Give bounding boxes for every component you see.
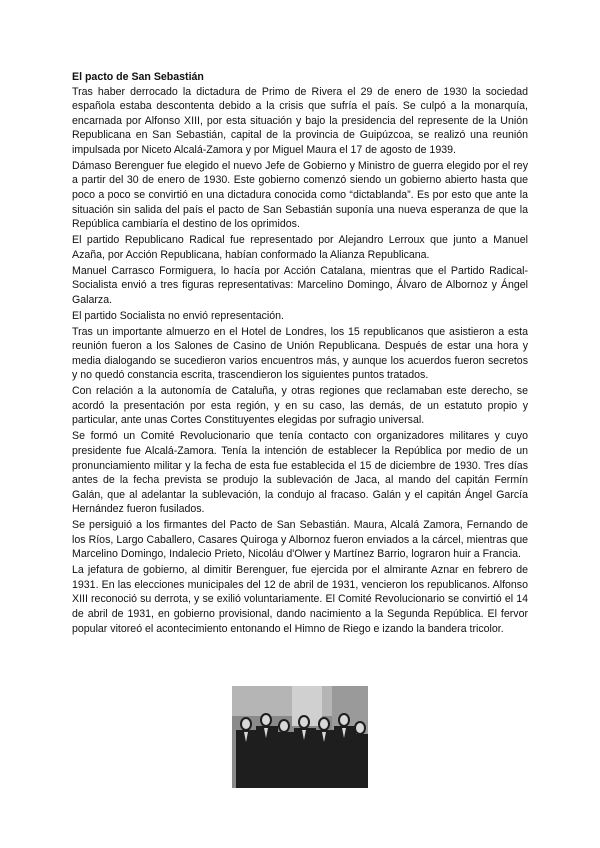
document-body <box>72 70 528 638</box>
paragraph-3: El partido Republicano Radical fue representado por Alejandro Lerroux que junto a Manuel Azaña, por Acción Republicana, habían conformado la Alianza Republicana. <box>72 234 528 261</box>
paragraph-5: El partido Socialista no envió representación. <box>72 309 284 322</box>
paragraph-8: Se formó un Comité Revolucionario que tenía contacto con organizadores militares y cuyo presidente fue Alcalá-Zamora. Tenía la intención de establecer la República por medio de un pronunciamiento militar y la fecha de esta fue establecida el 15 de diciembre de 1930. Tres días antes de la fecha prevista se produjo la sublevación de Jaca, al mando del capitán Fermín Galán, que al adelantar la sublevación, la condujo al fracaso. Galán y el capitán Ángel García Hernández fueron fusilados. <box>72 430 528 516</box>
paragraph-2: Dámaso Berenguer fue elegido el nuevo Jefe de Gobierno y Ministro de guerra elegido por el rey a partir del 30 de enero de 1930. Este gobierno comenzó siendo un gobierno abierto hasta que poco a poco se convirtió en una dictadura conocida como “dictablanda”. Es por esto que ante la situación sin salida del país el pacto de San Sebastián suponía una nueva esperanza de que la República cambiaría el destino de los oprimidos. <box>72 159 528 231</box>
historical-photo <box>232 686 368 788</box>
paragraph-4: Manuel Carrasco Formiguera, lo hacía por Acción Catalana, mientras que el Partido Radical-Socialista envió a tres figuras representativas: Marcelino Domingo, Álvaro de Albornoz y Ángel Galarza. <box>72 264 528 306</box>
paragraph-9: Se persiguió a los firmantes del Pacto de San Sebastián. Maura, Alcalá Zamora, Fernando de los Ríos, Largo Caballero, Casares Quiroga y Albornoz fueron enviados a la cárcel, mientras que Marcelino Domingo, Indalecio Prieto, Nicoláu d'Olwer y Martínez Barrio, lograron huir a Francia. <box>72 519 528 561</box>
paragraph-10: La jefatura de gobierno, al dimitir Berenguer, fue ejercida por el almirante Aznar en febrero de 1931. En las elecciones municipales del 12 de abril de 1931, vencieron los republicanos. Alfonso XIII reconoció su derrota, y se exilió voluntariamente. El Comité Revolucionario se convirtió el 14 de abril de 1931, en gobierno provisional, dando nacimiento a la Segunda República. El fervor popular vitoreó el acontecimiento entonando el Himno de Riego e izando la bandera tricolor. <box>72 564 528 635</box>
paragraph-1: Tras haber derrocado la dictadura de Primo de Rivera el 29 de enero de 1930 la sociedad española estaba descontenta debido a la crisis que sufría el país. Se culpó a la monarquía, encarnada por Alfonso XIII, por esta situación y bajo la presidencia del represente de la Unión Republicana en San Sebastián, capital de la provincia de Guipúzcoa, se realizó una reunión impulsada por Niceto Alcalá-Zamora y por Miguel Maura el 17 de agosto de 1939. <box>72 85 528 156</box>
document-title: El pacto de San Sebastián <box>72 71 204 83</box>
paragraph-7: Con relación a la autonomía de Cataluña, y otras regiones que reclamaban este derecho, se acordó la presentación por esta región, y en su caso, las demás, de un estatuto propio y particular, ante unas Cortes Constituyentes elegidas por sufragio universal. <box>72 385 528 427</box>
paragraph-6: Tras un importante almuerzo en el Hotel de Londres, los 15 republicanos que asistieron a esta reunión fueron a los Salones de Casino de Unión Republicana. Después de estar una hora y media dialogando se sucedieron varios encuentros más, y aunque los acuerdos fueron secretos y no quedó constancia escrita, trascendieron los siguientes puntos tratados. <box>72 325 528 382</box>
